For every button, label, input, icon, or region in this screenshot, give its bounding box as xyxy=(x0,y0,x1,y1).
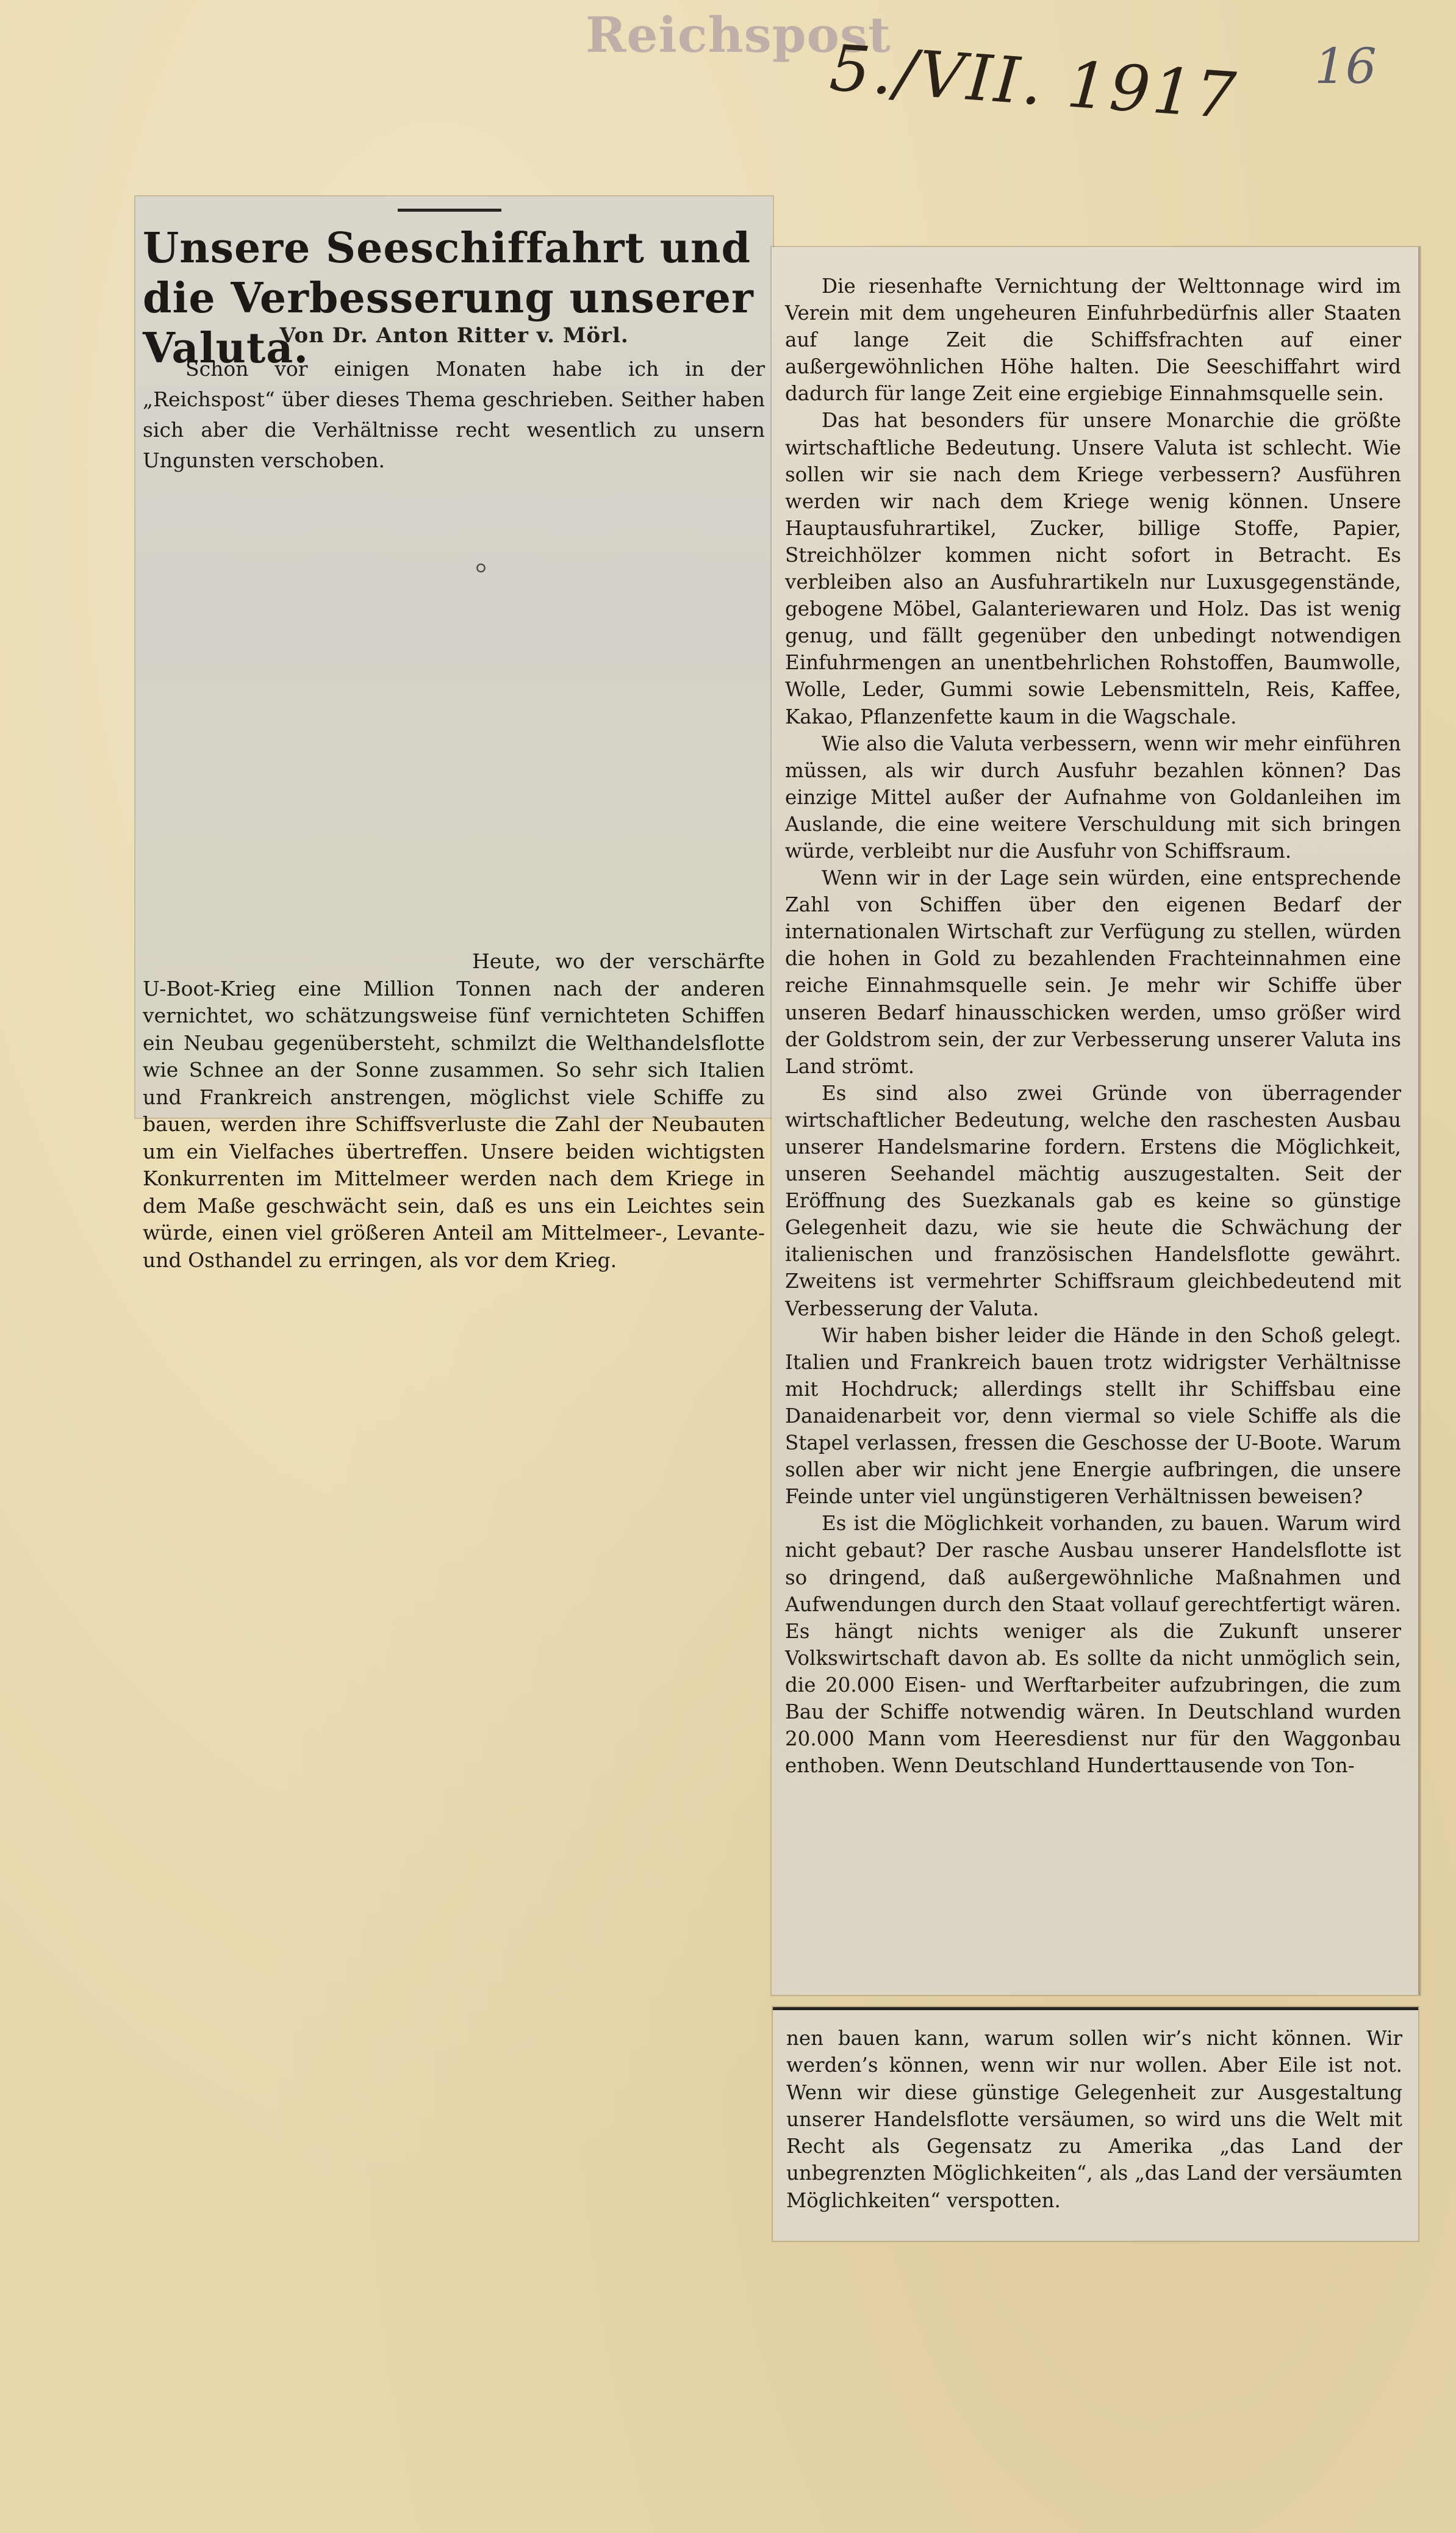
article-headline: Unsere Seeschiffahrt und die Verbesserung unserer Valuta. xyxy=(143,224,754,373)
article-intro-paragraph: Schon vor einigen Monaten habe ich in der „Reichspost“ über dieses Thema geschrieben. Seither haben sich aber die Verhältnisse recht wesentlich zu unsern Ungunsten verschoben. xyxy=(143,357,765,472)
article-byline: Von Dr. Anton Ritter v. Mörl. xyxy=(279,323,629,348)
left-body-text: Heute, wo der verschärfte U-Boot-Krieg eine Million Tonnen nach der anderen vernichtet, wo schätzungsweise fünf vernichteten Schiffen ein Neubau gegenübersteht, schmilzt die Welthandelsflotte wie Schnee an der Sonne zusammen. So sehr sich Italien und Frankreich anstrengen, möglichst viele Schiffe zu bauen, werden ihre Schiffsverluste die Zahl der Neubauten um ein Vielfaches übertreffen. Unsere beiden wichtigsten Konkurrenten im Mittelmeer werden nach dem Kriege in dem Maße geschwächt sein, daß es uns ein Leichtes sein würde, einen viel größeren Anteil am Mittelmeer-, Levante- und Osthandel zu erringen, als vor dem Krieg. xyxy=(143,949,765,1272)
handwritten-page-number: 16 xyxy=(1314,38,1377,95)
paragraph-5: Es sind also zwei Gründe von überragender wirtschaftlicher Bedeutung, welche den raschesten Ausbau unserer Handelsmarine fordern. Erstens die Möglichkeit, unseren Seehandel mächtig auszugestalten. Seit der Eröffnung des Suezkanals gab es keine so günstige Gelegenheit dazu, wie sie heute die Schwächung der italienischen und französischen Handelsflotte gewährt. Zweitens ist vermehrter Schiffsraum gleichbedeutend mit Verbesserung der Valuta. xyxy=(785,1081,1401,1320)
paragraph-2: Das hat besonders für unsere Monarchie die größte wirtschaftliche Bedeutung. Unsere Valuta ist schlecht. Wie sollen wir sie nach dem Kriege verbessern? Ausführen werden wir nach dem Kriege wenig können. Unsere Hauptausfuhrartikel, Zucker, billige Stoffe, Papier, Streichhölzer kommen nicht sofort in Betracht. Es verbleiben also an Ausfuhrartikeln nur Luxusgegenstände, gebogene Möbel, Galanteriewaren und Holz. Das ist wenig genug, und fällt gegenüber den unbedingt notwendigen Einfuhrmengen an unentbehrlichen Rohstoffen, Baumwolle, Wolle, Leder, Gummi sowie Lebensmitteln, Reis, Kaffee, Kakao, Pflanzenfette kaum in die Wagschale. xyxy=(785,409,1401,728)
article-left-body xyxy=(143,948,765,1274)
newspaper-stamp: Reichspost xyxy=(586,6,891,63)
paragraph-6: Wir haben bisher leider die Hände in den Schoß gelegt. Italien und Frankreich bauen trotz widrigster Verhältnisse mit Hochdruck; allerdings stellt ihr Schiffsbau eine Danaidenarbeit vor, denn viermal so viele Schiffe als die Stapel verlassen, fressen die Geschosse der U-Boote. Warum sollen aber wir nicht jene Energie aufbringen, die unsere Feinde unter viel ungünstigeren Verhältnissen beweisen? xyxy=(785,1323,1401,1509)
paragraph-3: Wie also die Valuta verbessern, wenn wir mehr einführen müssen, als wir durch Ausfuhr bezahlen können? Das einzige Mittel außer der Aufnahme von Goldanleihen im Auslande, die eine weitere Verschuldung mit sich bringen würde, verbleibt nur die Ausfuhr von Schiffsraum. xyxy=(785,731,1401,863)
handwritten-date: 5./VII. 1917 xyxy=(827,31,1241,134)
paragraph-1: Die riesenhafte Vernichtung der Welttonnage wird im Verein mit dem ungeheuren Einfuhrbedürfnis aller Staaten auf lange Zeit die Schiffsfrachten auf einer außergewöhnlichen Höhe halten. Die Seeschiffahrt wird dadurch für lange Zeit eine ergiebige Einnahmsquelle sein. xyxy=(785,275,1401,406)
continuation-text: nen bauen kann, warum sollen wir’s nicht können. Wir werden’s können, wenn wir nur wollen. Aber Eile ist not. Wenn wir diese günstige Gelegenheit zur Ausgestaltung unserer Handelsflotte versäumen, so wird uns die Welt mit Recht als Gegensatz zu Amerika „das Land der unbegrenzten Möglichkeiten“, als „das Land der versäumten Möglichkeiten“ verspotten. xyxy=(786,2027,1402,2212)
clipping-left-column xyxy=(135,196,773,1272)
right-column-text xyxy=(785,273,1401,1779)
clipping-continuation xyxy=(773,2007,1418,2241)
stray-mark: ⸰ xyxy=(474,555,488,583)
clipping-right-column xyxy=(772,247,1420,1995)
top-rule xyxy=(398,209,501,212)
paragraph-4: Wenn wir in der Lage sein würden, eine entsprechende Zahl von Schiffen über den eigenen Bedarf der internationalen Wirtschaft zur Verfügung zu stellen, würden die hohen in Gold zu bezahlenden Frachteinnahmen eine reiche Einnahmsquelle sein. Je mehr wir Schiffe über unseren Bedarf hinausschicken werden, umso größer wird der Goldstrom sein, der zur Verbesserung unserer Valuta ins Land strömt. xyxy=(785,866,1401,1078)
paragraph-7: Es ist die Möglichkeit vorhanden, zu bauen. Warum wird nicht gebaut? Der rasche Ausbau unserer Handelsflotte ist so dringend, daß außergewöhnliche Maßnahmen und Aufwendungen durch den Staat vollauf gerechtfertigt wären. Es hängt nichts weniger als die Zukunft unserer Volkswirtschaft davon ab. Es sollte da nicht unmöglich sein, die 20.000 Eisen- und Werftarbeiter aufzubringen, die zum Bau der Schiffe notwendig wären. In Deutschland wurden 20.000 Mann vom Heeresdienst nur für den Waggonbau enthoben. Wenn Deutschland Hunderttausende von Ton- xyxy=(785,1512,1401,1778)
